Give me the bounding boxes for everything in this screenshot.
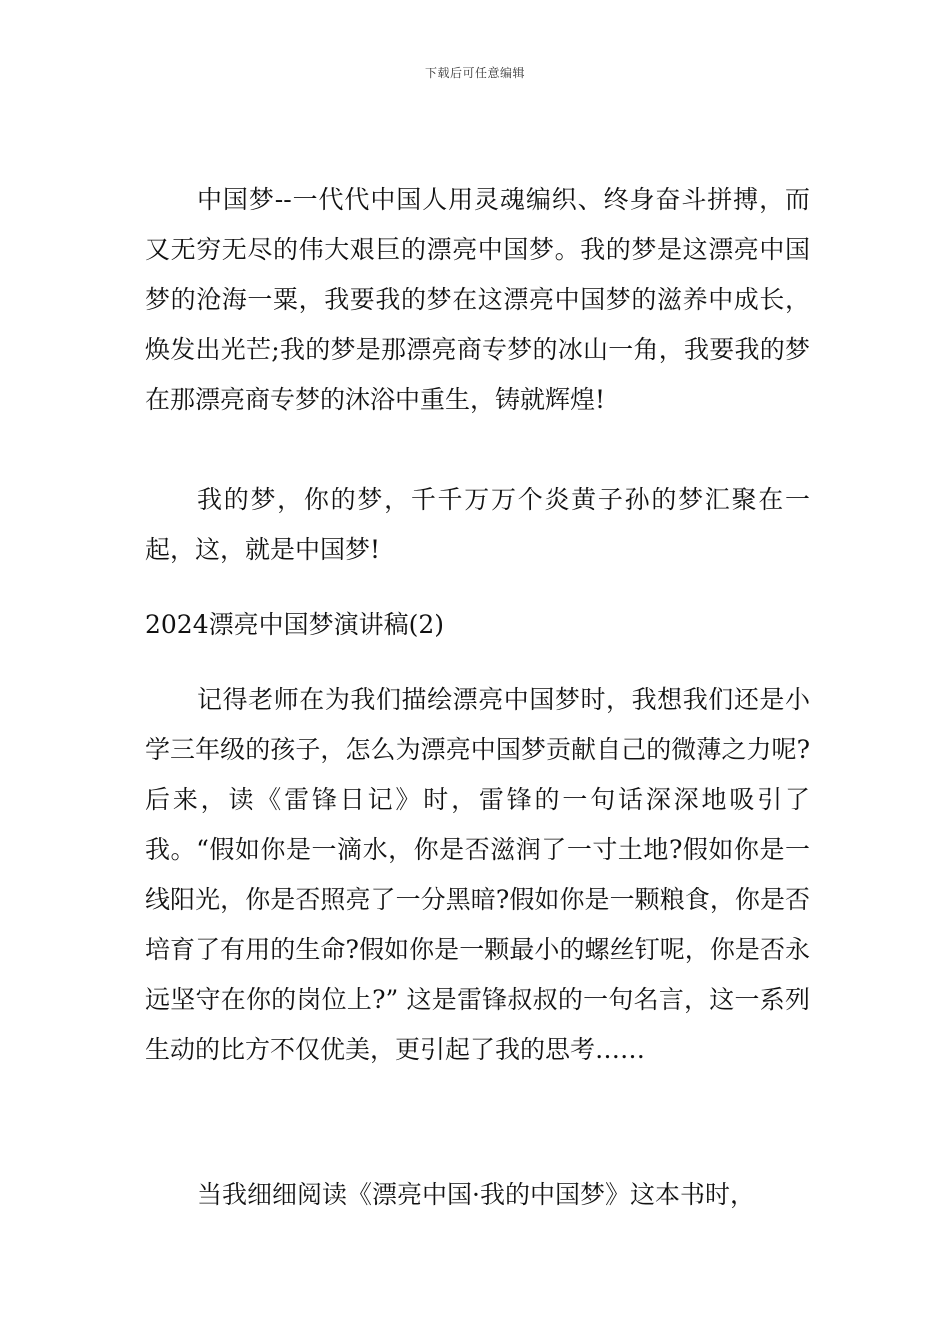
page-header: 下载后可任意编辑 (424, 66, 525, 80)
paragraph-2: 我的梦，你的梦，千千万万个炎黄子孙的梦汇聚在一起，这，就是中国梦! (145, 485, 810, 564)
paragraph-1: 中国梦--一代代中国人用灵魂编织、终身奋斗拼搏，而又无穷无尽的伟大艰巨的漂亮中国梦。我的梦是这漂亮中国梦的沧海一粟，我要我的梦在这漂亮中国梦的滋养中成长，焕发出光芒;我的梦是那漂亮商专梦的冰山一角，我要我的梦在那漂亮商专梦的沐浴中重生，铸就辉煌! (145, 185, 810, 414)
section-heading: 2024漂亮中国梦演讲稿(2) (145, 610, 445, 639)
paragraph-3: 记得老师在为我们描绘漂亮中国梦时，我想我们还是小学三年级的孩子，怎么为漂亮中国梦贡献自己的微薄之力呢?后来，读《雷锋日记》时，雷锋的一句话深深地吸引了我。“假如你是一滴水，你是否滋润了一寸土地?假如你是一线阳光，你是否照亮了一分黑暗?假如你是一颗粮食，你是否培育了有用的生命?假如你是一颗最小的螺丝钉呢，你是否永远坚守在你的岗位上?” 这是雷锋叔叔的一句名言，这一系列生动的比方不仅优美，更引起了我的思考…… (145, 685, 810, 1064)
paragraph-4: 当我细细阅读《漂亮中国·我的中国梦》这本书时， (197, 1180, 755, 1209)
